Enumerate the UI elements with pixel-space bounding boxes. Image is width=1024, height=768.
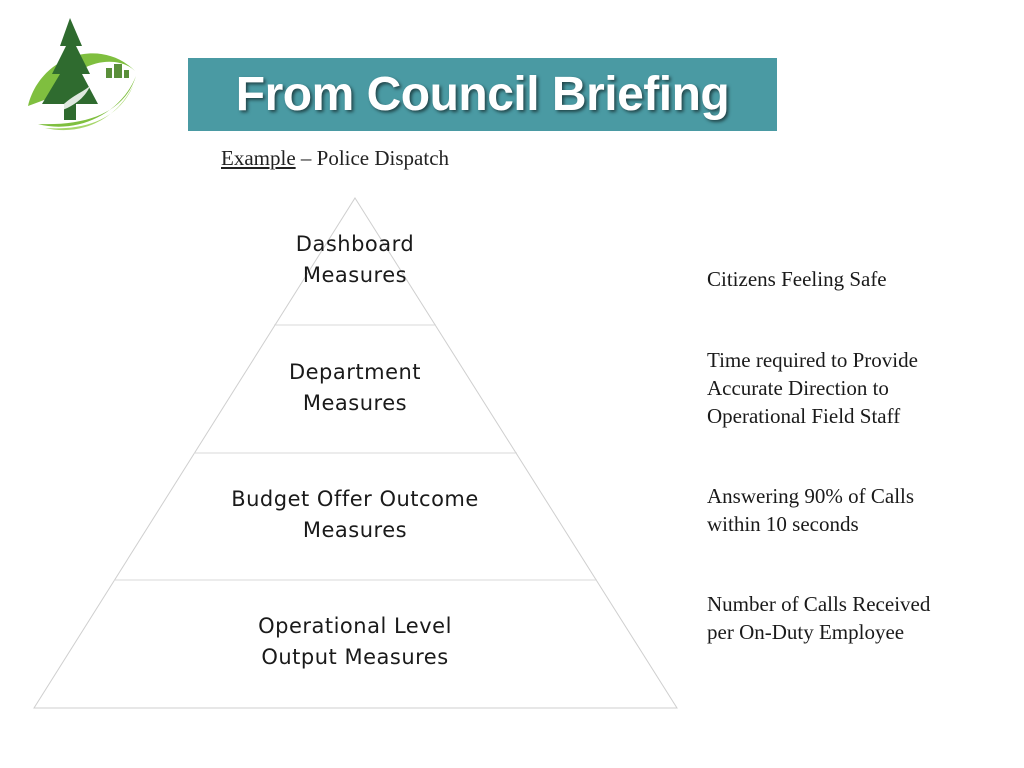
subtitle-example: Example — [221, 146, 296, 170]
tier-dashboard: Dashboard Measures — [295, 232, 415, 287]
tier-department: Department Measures — [288, 360, 422, 415]
measure-department: Time required to Provide Accurate Direction to Operational Field Staff — [707, 348, 918, 428]
tier-operational: Operational Level Output Measures — [258, 614, 452, 669]
subtitle-topic: – Police Dispatch — [295, 146, 450, 170]
measure-dashboard: Citizens Feeling Safe — [707, 267, 887, 291]
page-title: From Council Briefing — [235, 68, 730, 121]
measure-operational: Number of Calls Received per On-Duty Employee — [707, 592, 931, 644]
measure-budget-offer: Answering 90% of Calls within 10 seconds — [707, 484, 915, 536]
tier-budget-offer: Budget Offer Outcome Measures — [231, 487, 479, 542]
